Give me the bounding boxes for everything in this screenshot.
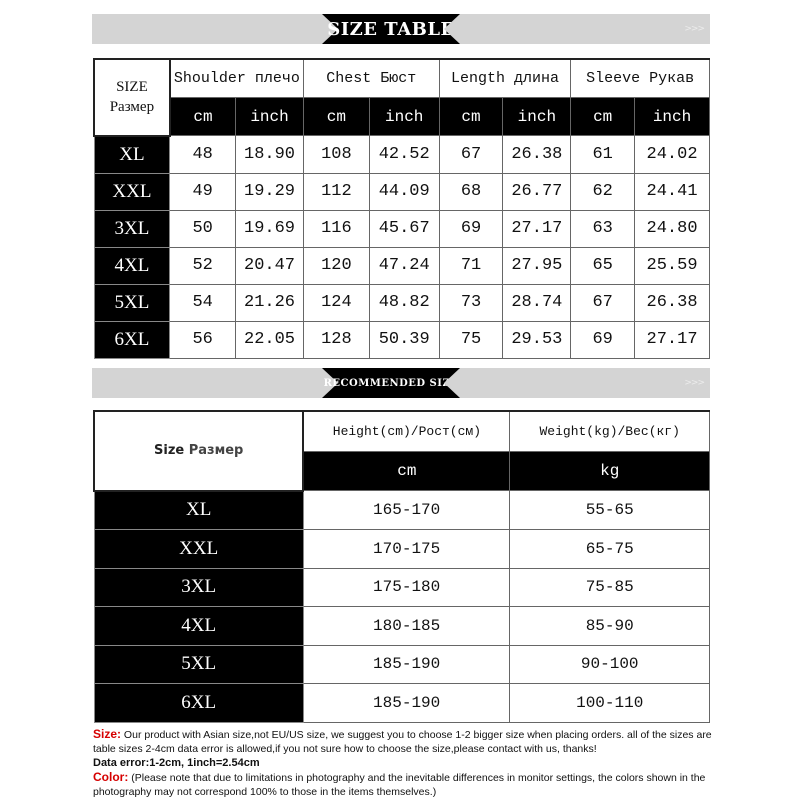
value-cell: 27.17 [635, 321, 710, 358]
banner-ribbon [322, 14, 460, 44]
column-header-row [94, 411, 710, 452]
value-cell: 62 [571, 173, 635, 210]
table-row [94, 607, 710, 646]
arrows-icon: >>> [684, 378, 704, 388]
value-cell: 26.77 [503, 173, 571, 210]
size-notes [93, 727, 713, 799]
table-row [94, 247, 710, 284]
table-row [94, 568, 710, 607]
value-cell: 29.53 [503, 321, 571, 358]
value-cell: 49 [170, 173, 236, 210]
unit-cell: cm [439, 98, 503, 136]
arrows-icon: >>> [684, 24, 704, 34]
color-note-label: Color: [93, 770, 129, 784]
size-header-en: Size [154, 443, 185, 459]
size-header-cell [94, 59, 170, 136]
value-cell: 124 [303, 284, 369, 321]
unit-cell: cm [571, 98, 635, 136]
value-cell: 108 [303, 136, 369, 174]
size-note [93, 727, 713, 756]
value-cell: 26.38 [635, 284, 710, 321]
table-row [94, 491, 710, 530]
value-cell: 50.39 [369, 321, 439, 358]
height-cell: 185-190 [303, 684, 510, 723]
weight-cell: 75-85 [510, 568, 710, 607]
size-cell: XL [94, 136, 170, 174]
unit-cell: cm [303, 98, 369, 136]
table-row [94, 173, 710, 210]
unit-cell: kg [510, 452, 710, 491]
size-header-cell [94, 411, 303, 491]
value-cell: 42.52 [369, 136, 439, 174]
size-note-label: Size: [93, 727, 122, 741]
value-cell: 63 [571, 210, 635, 247]
value-cell: 69 [439, 210, 503, 247]
height-cell: 165-170 [303, 491, 510, 530]
weight-cell: 55-65 [510, 491, 710, 530]
unit-cell: inch [369, 98, 439, 136]
value-cell: 61 [571, 136, 635, 174]
height-header: Height(cm)/Рост(см) [303, 411, 510, 452]
value-cell: 25.59 [635, 247, 710, 284]
value-cell: 21.26 [236, 284, 304, 321]
value-cell: 18.90 [236, 136, 304, 174]
value-cell: 67 [439, 136, 503, 174]
group-header-row [94, 59, 710, 98]
size-table [93, 58, 710, 359]
size-cell: 6XL [94, 684, 303, 723]
size-cell: 5XL [94, 645, 303, 684]
unit-cell: cm [303, 452, 510, 491]
value-cell: 28.74 [503, 284, 571, 321]
value-cell: 26.38 [503, 136, 571, 174]
value-cell: 112 [303, 173, 369, 210]
value-cell: 67 [571, 284, 635, 321]
group-chest: Chest Бюст [303, 59, 439, 98]
value-cell: 52 [170, 247, 236, 284]
value-cell: 48 [170, 136, 236, 174]
weight-cell: 90-100 [510, 645, 710, 684]
size-cell: 4XL [94, 607, 303, 646]
color-note-text: (Please note that due to limitations in photography and the inevitable differences in monitor settings, the colors shown in the photography may not correspond 100% to those in the items themselves.) [93, 772, 706, 798]
value-cell: 24.41 [635, 173, 710, 210]
table-row [94, 530, 710, 569]
value-cell: 71 [439, 247, 503, 284]
value-cell: 20.47 [236, 247, 304, 284]
value-cell: 47.24 [369, 247, 439, 284]
recommended-size-table [93, 410, 710, 723]
value-cell: 73 [439, 284, 503, 321]
table-row [94, 645, 710, 684]
table-row [94, 284, 710, 321]
value-cell: 69 [571, 321, 635, 358]
recommended-size-banner [92, 368, 710, 398]
value-cell: 116 [303, 210, 369, 247]
table-row [94, 210, 710, 247]
unit-cell: cm [170, 98, 236, 136]
weight-header: Weight(kg)/Вес(кг) [510, 411, 710, 452]
size-cell: XXL [94, 173, 170, 210]
size-cell: 4XL [94, 247, 170, 284]
size-cell: XXL [94, 530, 303, 569]
value-cell: 24.02 [635, 136, 710, 174]
value-cell: 56 [170, 321, 236, 358]
value-cell: 54 [170, 284, 236, 321]
value-cell: 19.29 [236, 173, 304, 210]
table-row [94, 321, 710, 358]
value-cell: 27.17 [503, 210, 571, 247]
value-cell: 75 [439, 321, 503, 358]
height-cell: 185-190 [303, 645, 510, 684]
size-header-en: SIZE [116, 79, 148, 96]
weight-cell: 100-110 [510, 684, 710, 723]
unit-header-row [94, 98, 710, 136]
size-cell: 5XL [94, 284, 170, 321]
size-cell: 6XL [94, 321, 170, 358]
size-table-banner [92, 14, 710, 44]
size-cell: 3XL [94, 210, 170, 247]
value-cell: 19.69 [236, 210, 304, 247]
unit-cell: inch [635, 98, 710, 136]
weight-cell: 85-90 [510, 607, 710, 646]
banner-title: RECOMMENDED SIZE [323, 377, 459, 389]
value-cell: 27.95 [503, 247, 571, 284]
table-row [94, 684, 710, 723]
weight-cell: 65-75 [510, 530, 710, 569]
size-cell: XL [94, 491, 303, 530]
size-cell: 3XL [94, 568, 303, 607]
size-header-ru: Размер [188, 443, 244, 459]
value-cell: 44.09 [369, 173, 439, 210]
height-cell: 175-180 [303, 568, 510, 607]
banner-ribbon [322, 368, 460, 398]
banner-title: SIZE TABLE [327, 18, 455, 40]
value-cell: 45.67 [369, 210, 439, 247]
value-cell: 50 [170, 210, 236, 247]
value-cell: 22.05 [236, 321, 304, 358]
value-cell: 120 [303, 247, 369, 284]
size-header-ru: Размер [109, 99, 155, 116]
group-sleeve: Sleeve Рукав [571, 59, 710, 98]
unit-cell: inch [503, 98, 571, 136]
value-cell: 128 [303, 321, 369, 358]
height-cell: 170-175 [303, 530, 510, 569]
height-cell: 180-185 [303, 607, 510, 646]
unit-cell: inch [236, 98, 304, 136]
value-cell: 68 [439, 173, 503, 210]
data-error-note: Data error:1-2cm, 1inch=2.54cm [93, 757, 260, 769]
table-row [94, 136, 710, 174]
size-note-text: Our product with Asian size,not EU/US size, we suggest you to choose 1-2 bigger size when placing orders. all of the sizes are table sizes 2-4cm data error is allowed,if you not sure how to choose the size,please contact with us, thanks! [93, 729, 712, 755]
value-cell: 48.82 [369, 284, 439, 321]
value-cell: 24.80 [635, 210, 710, 247]
value-cell: 65 [571, 247, 635, 284]
color-note [93, 770, 713, 799]
group-length: Length длина [439, 59, 571, 98]
group-shoulder: Shoulder плечо [170, 59, 304, 98]
